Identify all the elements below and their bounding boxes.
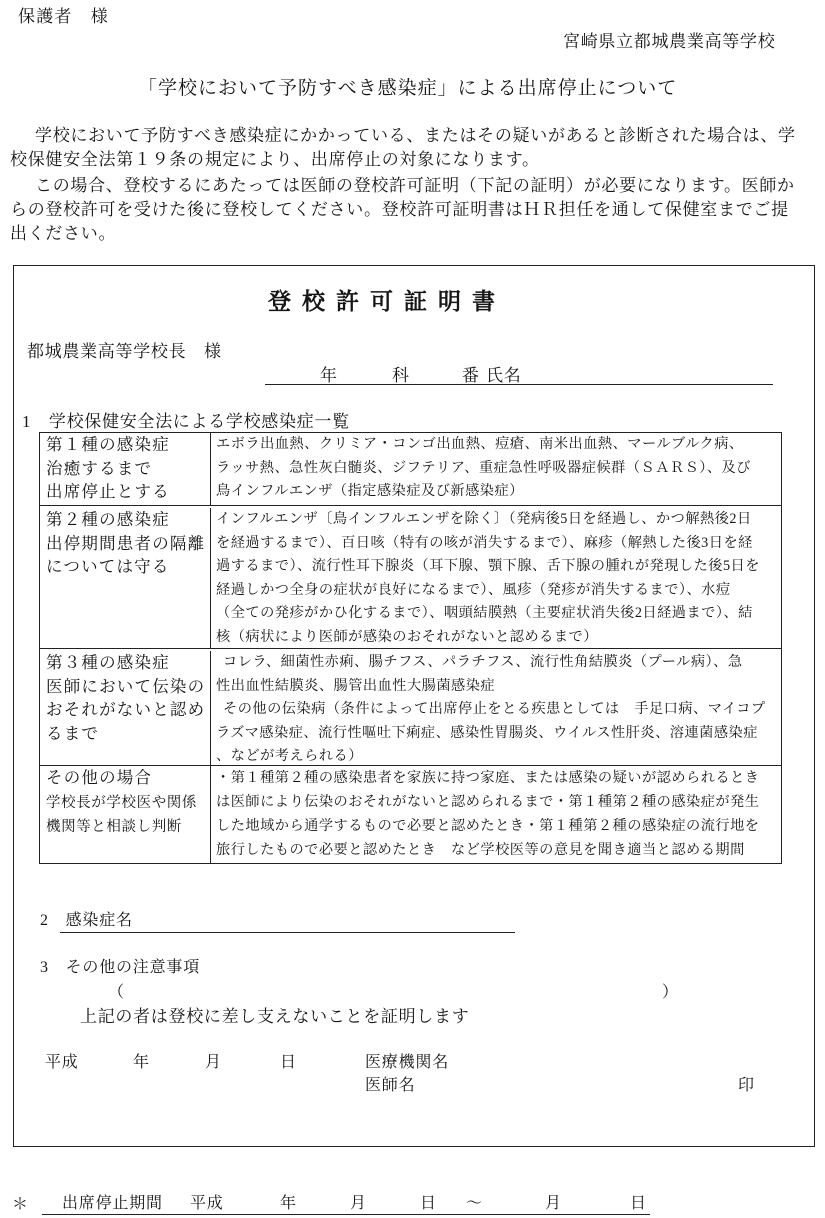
section1-heading: 1 学校保健安全法による学校感染症一覧 — [22, 412, 350, 431]
date-year-label: 年 — [133, 1054, 150, 1071]
notice-line: 校保健安全法第１９条の規定により、出席停止の対象になります。 — [10, 150, 540, 169]
category-line: 出停期間患者の隔離 — [46, 533, 206, 553]
disease-details — [211, 651, 781, 765]
detail-line: は医師により伝染のおそれがないと認められるまで・第１種第２種の感染症が発生 — [216, 794, 760, 810]
notice-line: らの登校許可を受けた後に登校してください。登校許可証明書はＨＲ担任を通して保健室までご提 — [10, 200, 789, 219]
notice-line: 学校において予防すべき感染症にかかっている、またはその疑いがあると診断された場合は、学 — [35, 126, 796, 145]
disease-category — [40, 651, 211, 765]
certification-statement: 上記の者は登校に差し支えないことを証明します — [80, 1007, 470, 1026]
disease-details — [211, 508, 781, 648]
disease-details — [211, 766, 781, 863]
date-day-label: 日 — [280, 1054, 297, 1071]
disease-category — [40, 766, 211, 863]
table-row — [40, 433, 781, 506]
notes-open-paren: （ — [108, 984, 125, 1001]
category-line: 学校長が学校医や関係 — [46, 794, 197, 811]
certificate-title: 登校許可証明書 — [268, 289, 506, 314]
table-row — [40, 506, 781, 649]
principal-addressee: 都城農業高等学校長 様 — [27, 342, 222, 361]
category-line: 第２種の感染症 — [46, 510, 170, 529]
student-info-underline — [265, 384, 773, 385]
period-start-month-label: 月 — [350, 1195, 367, 1212]
detail-line: 性出血性結膜炎、腸管出血性大腸菌感染症 — [216, 677, 496, 694]
detail-line: ラズマ感染症、流行性嘔吐下痢症、感染性胃腸炎、ウイルス性肝炎、溶連菌感染症 — [216, 724, 758, 741]
detail-line: 鳥インフルエンザ（指定感染症及び新感染症） — [216, 483, 524, 499]
student-class-label: 科 — [392, 366, 410, 385]
section2-heading: 2 感染症名 — [40, 912, 133, 929]
detail-line: 過するまで）、流行性耳下腺炎（耳下腺、顎下腺、舌下腺の腫れが発現した後5日を — [216, 558, 760, 574]
date-era-label: 平成 — [45, 1054, 79, 1071]
category-line: おそれがないと認め — [46, 700, 206, 719]
seal-label: 印 — [738, 1077, 755, 1094]
detail-line: （全ての発疹がかひ化するまで）、咽頭結膜熱（主要症状消失後2日経過まで）、結 — [216, 605, 753, 621]
notice-title: 「学校において予防すべき感染症」による出席停止について — [138, 78, 678, 99]
section3-heading: 3 その他の注意事項 — [40, 959, 201, 976]
category-line: 治癒するまで — [46, 458, 153, 478]
disease-table — [39, 432, 782, 864]
detail-line: インフルエンザ〔鳥インフルエンザを除く〕（発病後5日を経過し、かつ解熱後2日 — [216, 511, 752, 527]
detail-line: ラッサ熱、急性灰白髄炎、ジフテリア、重症急性呼吸器症候群（ＳＡＲＳ）、及び — [216, 459, 751, 476]
detail-line: 経過しかつ全身の症状が良好になるまで）、風疹（発疹が消失するまで）、水痘 — [216, 581, 731, 598]
disease-category — [40, 433, 211, 505]
period-range-tilde: ～ — [466, 1195, 483, 1212]
category-line: 医師において伝染の — [46, 676, 206, 696]
asterisk-mark: ＊ — [12, 1196, 29, 1213]
detail-line: ・第１種第２種の感染患者を家族に持つ家庭、または感染の疑いが認められるとき — [216, 770, 760, 786]
category-line: その他の場合 — [46, 768, 153, 787]
table-row — [40, 766, 781, 863]
detail-line: を経過するまで）、百日咳（特有の咳が消失するまで）、麻疹（解熱した後3日を経 — [216, 534, 753, 551]
period-start-day-label: 日 — [420, 1195, 437, 1212]
table-row — [40, 649, 781, 766]
detail-line: 旅行したもので必要と認めたとき など学校医等の意見を聞き適当と認める期間 — [216, 842, 745, 858]
student-number-label: 番 — [462, 366, 480, 385]
school-name: 宮崎県立都城農業高等学校 — [563, 32, 776, 51]
medical-institution-label: 医療機関名 — [365, 1054, 450, 1071]
disease-category — [40, 508, 211, 648]
category-line: るまで — [46, 723, 100, 743]
detail-line: 、などが考えられる） — [216, 748, 363, 764]
notice-line: 出ください。 — [10, 224, 117, 243]
category-line: については守る — [46, 557, 170, 576]
student-year-label: 年 — [320, 366, 338, 385]
suspension-period-underline — [42, 1214, 650, 1215]
period-era-label: 平成 — [190, 1195, 224, 1212]
disease-name-underline — [60, 932, 515, 933]
detail-line: した地域から通学するもので必要と認めたとき・第１種第２種の感染症の流行地を — [216, 818, 760, 834]
suspension-period-label: 出席停止期間 — [62, 1195, 163, 1212]
doctor-name-label: 医師名 — [365, 1077, 416, 1094]
student-name-label: 氏名 — [486, 366, 522, 385]
category-line: 第１種の感染症 — [46, 435, 170, 454]
period-end-day-label: 日 — [630, 1195, 647, 1212]
recipient-label: 保護者 様 — [18, 7, 109, 26]
disease-details — [211, 433, 781, 505]
category-line: 出席停止とする — [46, 482, 170, 501]
detail-line: 核（病状により医師が感染のおそれがないと認めるまで） — [216, 628, 598, 645]
category-line: 第３種の感染症 — [46, 653, 170, 672]
period-year-label: 年 — [280, 1195, 297, 1212]
category-line: 機関等と相談し判断 — [46, 819, 182, 835]
notice-line: この場合、登校するにあたっては医師の登校許可証明（下記の証明）が必要になります。医師か — [35, 176, 795, 195]
notes-close-paren: ） — [662, 984, 679, 1001]
period-end-month-label: 月 — [545, 1195, 562, 1212]
date-month-label: 月 — [205, 1054, 222, 1071]
detail-line: コレラ、細菌性赤痢、腸チフス、パラチフス、流行性角結膜炎（プール病）、急 — [223, 654, 743, 670]
detail-line: その他の伝染病（条件によって出席停止をとる疾患としては 手足口病、マイコプ — [223, 701, 766, 717]
detail-line: エボラ出血熱、クリミア・コンゴ出血熱、痘瘡、南米出血熱、マールブルク病、 — [216, 436, 744, 452]
